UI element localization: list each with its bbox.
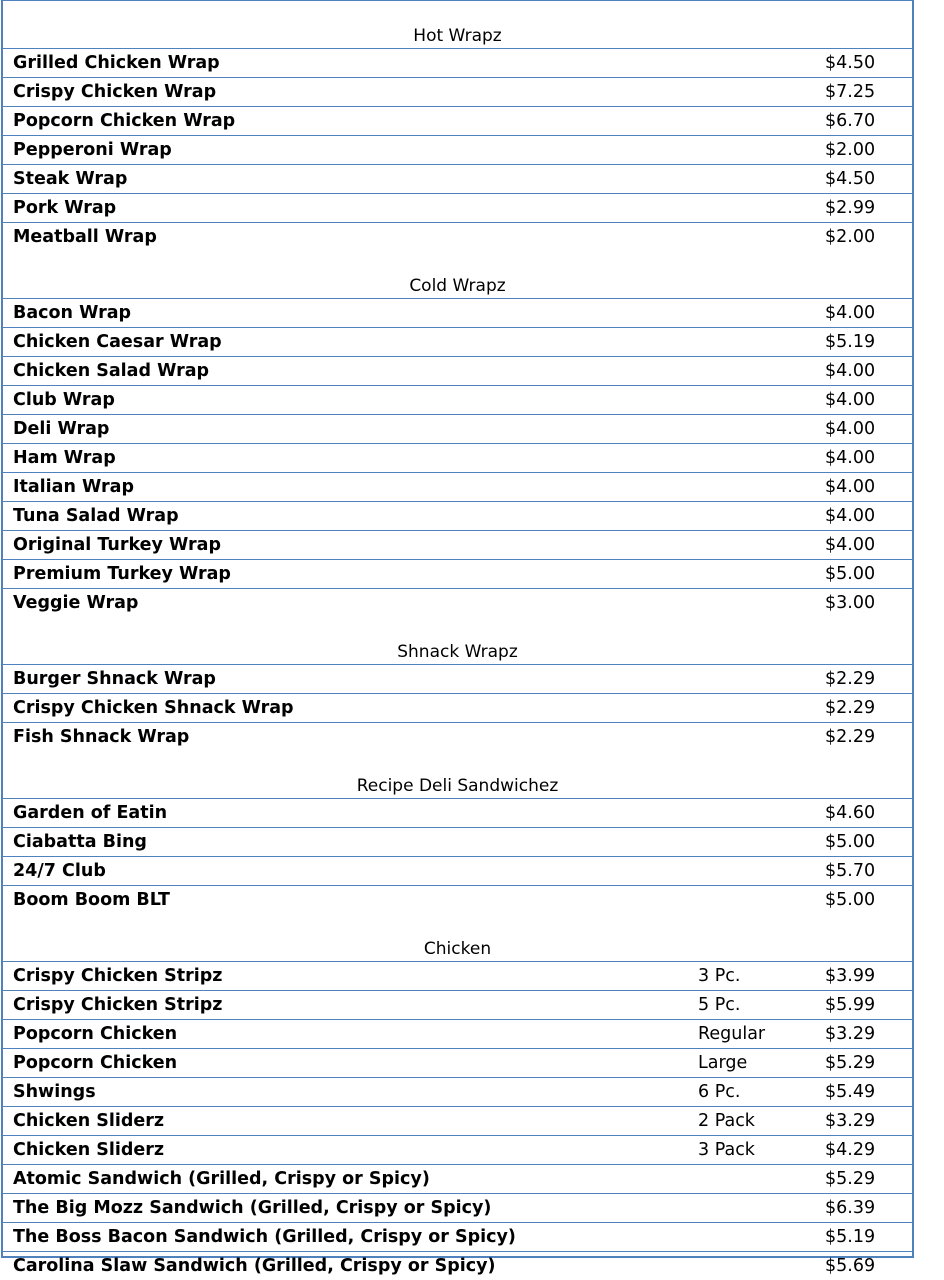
item-name: Burger Shnack Wrap [13, 669, 216, 689]
item-size: 3 Pc. [698, 966, 741, 986]
menu-table [1, 0, 914, 1276]
item-price: $2.00 [825, 227, 876, 247]
item-name: Crispy Chicken Wrap [13, 82, 217, 102]
item-size: Regular [698, 1024, 766, 1044]
item-price: $4.00 [825, 506, 876, 526]
item-name: Ham Wrap [13, 448, 116, 468]
menu-row [3, 473, 912, 502]
menu-row [3, 78, 912, 107]
item-price: $3.00 [825, 593, 876, 613]
item-name: Crispy Chicken Shnack Wrap [13, 698, 294, 718]
item-size: 3 Pack [698, 1140, 755, 1160]
item-price: $5.19 [825, 332, 876, 352]
item-price: $5.00 [825, 890, 876, 910]
menu-row [3, 1078, 912, 1107]
section-title: Chicken [423, 939, 492, 959]
item-name: Shwings [13, 1082, 96, 1102]
item-price: $4.00 [825, 448, 876, 468]
item-price: $5.70 [825, 861, 876, 881]
item-price: $4.00 [825, 419, 876, 439]
menu-row [3, 799, 912, 828]
menu-row [3, 1107, 912, 1136]
item-name: Popcorn Chicken [13, 1053, 178, 1073]
menu-row [3, 694, 912, 723]
section-title: Shnack Wrapz [397, 642, 518, 662]
menu-section [3, 1, 912, 251]
item-name: Atomic Sandwich (Grilled, Crispy or Spicy) [13, 1169, 430, 1189]
item-size: 5 Pc. [698, 995, 741, 1015]
item-name: Chicken Caesar Wrap [13, 332, 222, 352]
menu-row [3, 991, 912, 1020]
menu-row [3, 1049, 912, 1078]
menu-row [3, 531, 912, 560]
item-price: $2.29 [825, 698, 876, 718]
item-price: $4.00 [825, 390, 876, 410]
item-price: $3.99 [825, 966, 876, 986]
item-name: Original Turkey Wrap [13, 535, 221, 555]
menu-row [3, 107, 912, 136]
menu-row [3, 857, 912, 886]
item-price: $4.00 [825, 535, 876, 555]
item-name: Tuna Salad Wrap [13, 506, 179, 526]
item-price: $5.69 [825, 1256, 876, 1276]
section-header [3, 1, 912, 49]
menu-row [3, 357, 912, 386]
item-name: Popcorn Chicken Wrap [13, 111, 236, 131]
item-size: Large [698, 1053, 748, 1073]
item-name: Popcorn Chicken [13, 1024, 178, 1044]
item-name: Crispy Chicken Stripz [13, 966, 223, 986]
item-name: Pepperoni Wrap [13, 140, 172, 160]
item-name: Deli Wrap [13, 419, 110, 439]
item-name: Steak Wrap [13, 169, 128, 189]
item-price: $3.29 [825, 1111, 876, 1131]
item-name: Grilled Chicken Wrap [13, 53, 220, 73]
menu-row [3, 723, 912, 751]
menu-row [3, 886, 912, 914]
item-price: $4.60 [825, 803, 876, 823]
menu-row [3, 560, 912, 589]
menu-section [3, 617, 912, 751]
menu-section [3, 751, 912, 914]
item-price: $5.29 [825, 1169, 876, 1189]
item-size: 6 Pc. [698, 1082, 741, 1102]
item-name: Carolina Slaw Sandwich (Grilled, Crispy or Spicy) [13, 1256, 496, 1276]
item-name: Bacon Wrap [13, 303, 132, 323]
item-price: $5.00 [825, 832, 876, 852]
item-price: $2.99 [825, 198, 876, 218]
menu-row [3, 223, 912, 251]
item-name: Premium Turkey Wrap [13, 564, 231, 584]
item-price: $5.19 [825, 1227, 876, 1247]
item-price: $5.49 [825, 1082, 876, 1102]
item-name: Fish Shnack Wrap [13, 727, 190, 747]
menu-row [3, 1020, 912, 1049]
item-price: $4.50 [825, 169, 876, 189]
item-price: $3.29 [825, 1024, 876, 1044]
menu-row [3, 444, 912, 473]
item-price: $5.00 [825, 564, 876, 584]
section-header [3, 617, 912, 665]
item-name: Chicken Sliderz [13, 1111, 165, 1131]
menu-row [3, 136, 912, 165]
item-price: $4.29 [825, 1140, 876, 1160]
item-price: $2.29 [825, 727, 876, 747]
item-name: Club Wrap [13, 390, 115, 410]
menu-row [3, 165, 912, 194]
item-price: $5.99 [825, 995, 876, 1015]
item-name: The Boss Bacon Sandwich (Grilled, Crispy or Spicy) [13, 1227, 516, 1247]
menu-row [3, 49, 912, 78]
menu-row [3, 386, 912, 415]
item-name: Boom Boom BLT [13, 890, 170, 910]
menu-row [3, 194, 912, 223]
section-title: Hot Wrapz [413, 26, 502, 46]
item-name: Chicken Salad Wrap [13, 361, 210, 381]
menu-row [3, 299, 912, 328]
section-header [3, 251, 912, 299]
section-title: Recipe Deli Sandwichez [356, 776, 559, 796]
item-price: $4.00 [825, 361, 876, 381]
item-name: Chicken Sliderz [13, 1140, 165, 1160]
item-name: The Big Mozz Sandwich (Grilled, Crispy or Spicy) [13, 1198, 492, 1218]
item-name: Veggie Wrap [13, 593, 139, 613]
menu-row [3, 1136, 912, 1165]
item-size: 2 Pack [698, 1111, 755, 1131]
menu-row [3, 589, 912, 617]
menu-row [3, 1194, 912, 1223]
section-title: Cold Wrapz [409, 276, 506, 296]
item-price: $6.70 [825, 111, 876, 131]
menu-row [3, 328, 912, 357]
menu-section [3, 251, 912, 617]
item-price: $7.25 [825, 82, 876, 102]
item-name: Crispy Chicken Stripz [13, 995, 223, 1015]
menu-row [3, 1223, 912, 1252]
menu-row [3, 665, 912, 694]
item-price: $4.50 [825, 53, 876, 73]
item-price: $5.29 [825, 1053, 876, 1073]
menu-row [3, 1165, 912, 1194]
item-name: Meatball Wrap [13, 227, 157, 247]
menu-row [3, 962, 912, 991]
menu-row [3, 502, 912, 531]
item-price: $4.00 [825, 303, 876, 323]
item-price: $6.39 [825, 1198, 876, 1218]
section-header [3, 914, 912, 962]
item-price: $2.00 [825, 140, 876, 160]
menu-row [3, 415, 912, 444]
menu-section [3, 914, 912, 1280]
item-name: Garden of Eatin [13, 803, 168, 823]
menu-row [3, 1252, 912, 1280]
item-price: $2.29 [825, 669, 876, 689]
item-name: 24/7 Club [13, 861, 106, 881]
item-name: Ciabatta Bing [13, 832, 147, 852]
section-header [3, 751, 912, 799]
menu-row [3, 828, 912, 857]
item-price: $4.00 [825, 477, 876, 497]
item-name: Pork Wrap [13, 198, 117, 218]
item-name: Italian Wrap [13, 477, 135, 497]
